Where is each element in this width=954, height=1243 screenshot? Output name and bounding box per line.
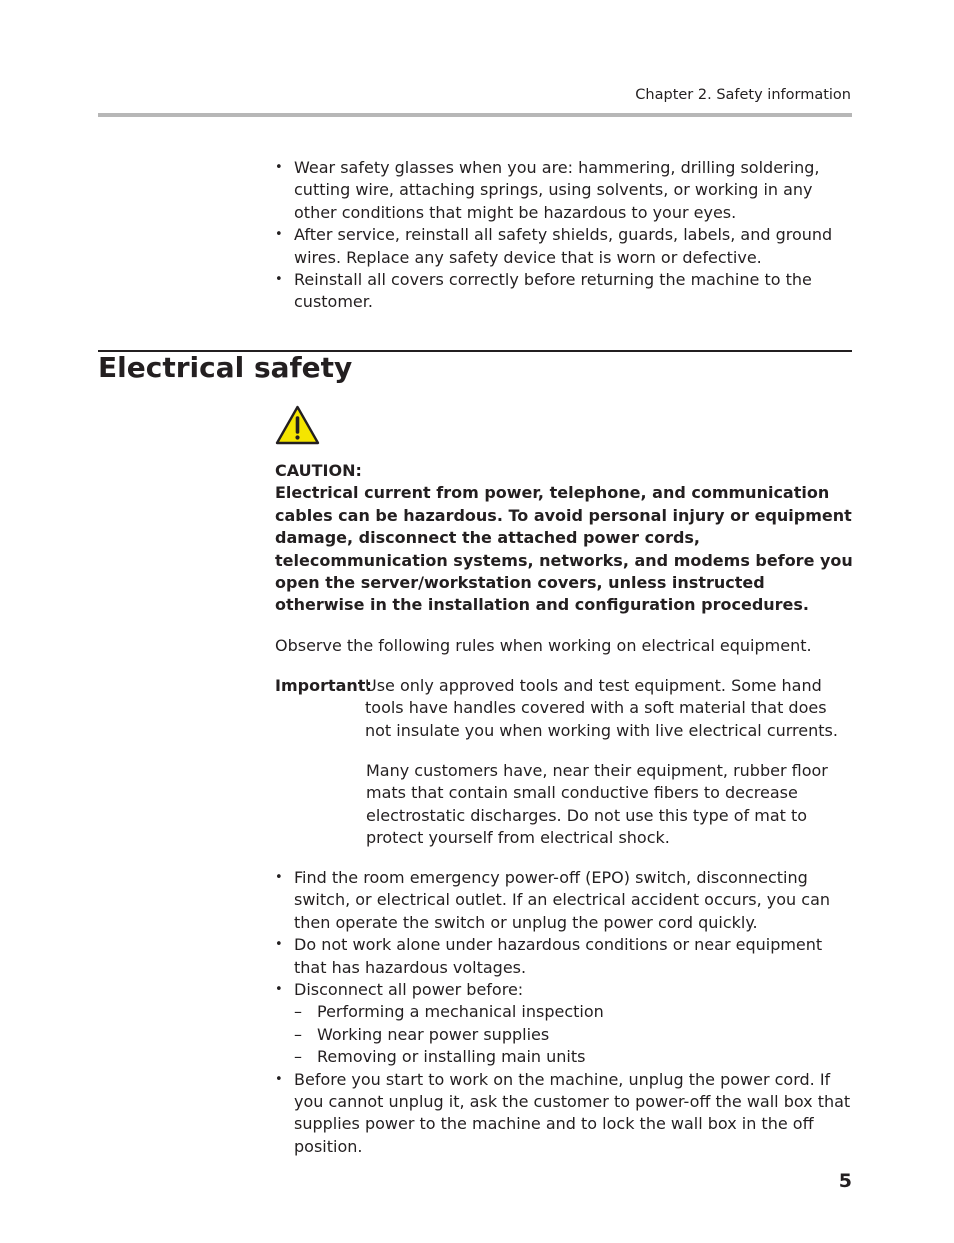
bullet: • xyxy=(275,982,283,998)
header-divider xyxy=(98,113,852,117)
list-item: • After service, reinstall all safety shields, guards, labels, and ground wires. Replace any safety device that is worn or defective. xyxy=(275,225,833,267)
page-number: 5 xyxy=(838,1170,852,1192)
caution-notice xyxy=(275,460,855,617)
electrical-rules-list xyxy=(275,867,855,1158)
dash: – xyxy=(294,1047,302,1067)
warning-triangle-icon xyxy=(275,405,320,445)
precautions-list xyxy=(275,157,855,314)
list-item: • Do not work alone under hazardous conditions or near equipment that has hazardous voltages. xyxy=(275,935,823,977)
observe-paragraph: Observe the following rules when working on electrical equipment. xyxy=(275,636,812,655)
bullet: • xyxy=(275,272,283,288)
important-text-continued: Many customers have, near their equipment, rubber floor mats that contain small conductive fibers to decrease electrostatic discharges. Do not use this type of mat to protect yourself from electrical shock. xyxy=(366,761,828,848)
disconnect-sublist xyxy=(294,1001,855,1068)
list-item: • Reinstall all covers correctly before returning the machine to the customer. xyxy=(275,270,812,312)
dash: – xyxy=(294,1002,302,1022)
bullet: • xyxy=(275,1071,283,1087)
bullet: • xyxy=(275,227,283,243)
important-label: Important: xyxy=(275,676,372,695)
important-text: Use only approved tools and test equipment. Some hand tools have handles covered with a soft material that does not insulate you when working with live electrical currents. xyxy=(365,676,838,740)
sublist-item: – Working near power supplies xyxy=(294,1024,855,1046)
bullet: • xyxy=(275,870,283,885)
caution-text: Electrical current from power, telephone, and communication cables can be hazardous. To avoid personal injury or equipment damage, disconnect the attached power cords, telecommunication systems, networks, and modems before you open the server/workstation covers, unless instructed otherwise in the installation and configuration procedures. xyxy=(275,483,853,615)
list-item: • Before you start to work on the machine, unplug the power cord. If you cannot unplug it, ask the customer to power-off the wall box that supplies power to the machine and to lock the wall box in the off position. xyxy=(275,1069,851,1156)
list-item: • Find the room emergency power-off (EPO) switch, disconnecting switch, or electrical outlet. If an electrical accident occurs, you can then operate the switch or unplug the power cord quickly. xyxy=(275,868,831,932)
sublist-item: – Performing a mechanical inspection xyxy=(294,1001,855,1023)
bullet: • xyxy=(275,937,283,953)
sublist-item: – Removing or installing main units xyxy=(294,1046,855,1068)
bullet: • xyxy=(275,160,283,175)
section-title: Electrical safety xyxy=(98,351,353,384)
list-item: • Disconnect all power before: – Performing a mechanical inspection – Working near power supplies – Removing or installing main units xyxy=(275,979,855,1069)
list-item: • Wear safety glasses when you are: hammering, drilling soldering, cutting wire, attaching springs, using solvents, or working in any other conditions that might be hazardous to your eyes. xyxy=(275,158,820,222)
chapter-header: Chapter 2. Safety information xyxy=(635,87,851,103)
dash: – xyxy=(294,1024,302,1044)
caution-label: CAUTION: xyxy=(275,461,362,480)
